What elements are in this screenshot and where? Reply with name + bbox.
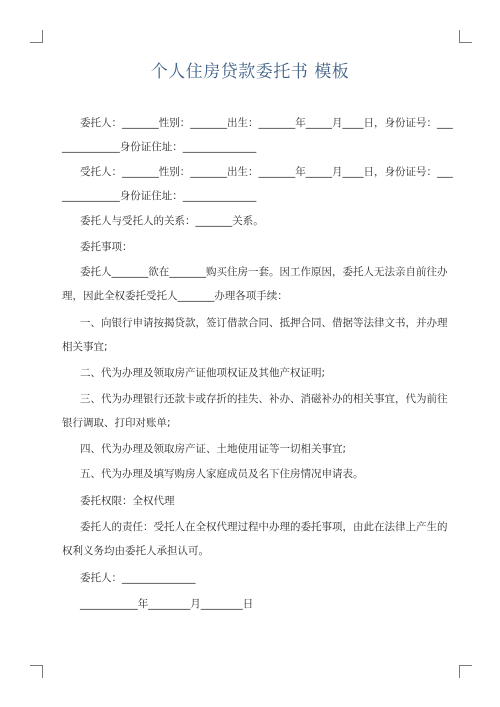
item-five: 五、代为办理及填写购房人家庭成员及名下住房情况申请表。 [80,468,364,480]
item-one-line-1: 一、向银行申请按揭贷款，签订借款合同、抵押合同、借据等法律文书，并办理 [80,317,448,329]
principal-info-line: 委托人：_______性别：_______出生：_______年_____月____日，身份证号：___ [80,117,453,129]
item-three-line-2: 银行调取、打印对账单; [62,417,171,429]
principal-signature-line: 委托人：______________ [80,572,196,584]
authority-line: 委托权限：全权代理 [80,495,175,507]
item-two: 二、代为办理及领取房产证他项权证及其他产权证明; [80,367,326,379]
agent-address-line: ___________身份证住址：______________ [62,190,257,202]
crop-mark-top-right [459,30,472,43]
item-one-line-2: 相关事宜; [62,341,108,353]
agent-info-line: 受托人：_______性别：_______出生：_______年_____月____日，身份证号：___ [80,166,453,178]
crop-mark-top-left [30,30,43,43]
purchase-paragraph-line-1: 委托人_______欲在_______购买住房一套。因工作原因，委托人无法亲自前往办 [80,266,448,278]
date-line: ___________年________月________日 [80,598,254,610]
principal-address-line: ___________身份证住址：______________ [62,141,257,153]
responsibility-line-1: 委托人的责任：受托人在全权代理过程中办理的委托事项，由此在法律上产生的 [80,521,448,533]
matters-heading: 委托事项： [80,241,133,253]
crop-mark-bottom-right [459,665,472,678]
item-four: 四、代为办理及领取房产证、土地使用证等一切相关事宜; [80,443,347,455]
purchase-paragraph-line-2: 理，因此全权委托受托人_______办理各项手续： [62,290,288,302]
relationship-line: 委托人与受托人的关系：_______关系。 [80,215,264,227]
document-title: 个人住房贷款委托书 模板 [150,62,350,82]
responsibility-line-2: 权利义务均由委托人承担认可。 [62,545,209,557]
item-three-line-1: 三、代为办理银行还款卡或存折的挂失、补办、消磁补办的相关事宜，代为前往 [80,393,448,405]
crop-mark-bottom-left [30,665,43,678]
